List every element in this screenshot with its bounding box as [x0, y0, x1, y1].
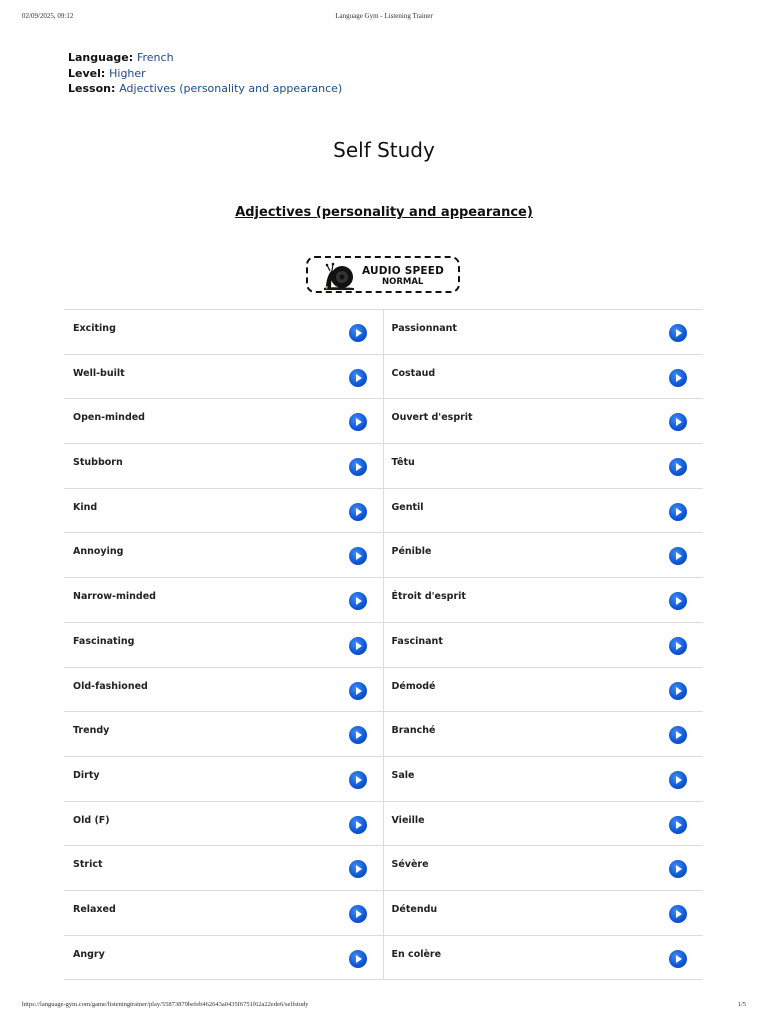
play-icon[interactable]: [349, 726, 367, 744]
english-cell: [64, 444, 384, 488]
play-icon[interactable]: [349, 592, 367, 610]
french-word: Costaud: [391, 367, 436, 379]
meta-language-value: French: [136, 51, 174, 64]
english-cell: [64, 757, 384, 801]
english-word: Well-built: [73, 367, 125, 379]
vocab-row: [64, 936, 703, 981]
vocab-row: [64, 578, 703, 623]
play-icon[interactable]: [349, 816, 367, 834]
print-datetime: 02/09/2025, 09:12: [22, 12, 74, 20]
play-icon[interactable]: [349, 547, 367, 565]
english-cell: [64, 891, 384, 935]
play-icon[interactable]: [349, 637, 367, 655]
play-icon[interactable]: [349, 860, 367, 878]
english-word: Fascinating: [73, 635, 135, 647]
audio-speed-label: AUDIO SPEED: [362, 265, 445, 277]
english-cell: [64, 623, 384, 667]
french-word: Branché: [391, 725, 436, 737]
english-cell: [64, 578, 384, 622]
french-cell: [384, 578, 704, 622]
play-icon[interactable]: [349, 324, 367, 342]
play-icon[interactable]: [349, 950, 367, 968]
print-page-number: 1/5: [737, 1001, 746, 1008]
french-cell: [384, 802, 704, 846]
english-cell: [64, 712, 384, 756]
vocab-row: [64, 444, 703, 489]
french-cell: [384, 712, 704, 756]
english-word: Trendy: [73, 725, 110, 737]
english-word: Narrow-minded: [73, 591, 156, 603]
french-cell: [384, 533, 704, 577]
english-word: Kind: [73, 501, 98, 513]
french-cell: [384, 757, 704, 801]
audio-speed-value: NORMAL: [382, 277, 424, 287]
french-word: Ouvert d'esprit: [391, 412, 473, 424]
meta-level: [68, 66, 342, 82]
vocab-row: [64, 533, 703, 578]
vocab-row: [64, 891, 703, 936]
english-word: Angry: [73, 948, 105, 960]
play-icon[interactable]: [349, 458, 367, 476]
french-word: Étroit d'esprit: [391, 591, 466, 603]
english-cell: [64, 399, 384, 443]
french-cell: [384, 355, 704, 399]
vocab-row: [64, 712, 703, 757]
meta-level-value: Higher: [109, 66, 146, 80]
vocab-row: [64, 802, 703, 847]
english-cell: [64, 846, 384, 890]
play-icon[interactable]: [349, 369, 367, 387]
english-cell: [64, 355, 384, 399]
english-word: Strict: [73, 859, 103, 871]
english-word: Old (F): [73, 814, 110, 826]
play-icon[interactable]: [669, 458, 687, 476]
play-icon[interactable]: [669, 547, 687, 565]
french-word: Têtu: [391, 457, 415, 469]
print-doc-title: Language Gym - Listening Trainer: [335, 12, 433, 20]
play-icon[interactable]: [669, 413, 687, 431]
play-icon[interactable]: [669, 592, 687, 610]
english-cell: [64, 936, 384, 980]
english-word: Exciting: [73, 323, 116, 334]
vocab-row: [64, 310, 703, 355]
print-url: https://language-gym.com/game/listeningtrainer/play/55873879befeb462643a0435f6751f62a22ede6/selfstudy: [22, 1001, 309, 1008]
french-cell: [384, 444, 704, 488]
french-word: Vieille: [391, 814, 425, 826]
play-icon[interactable]: [669, 950, 687, 968]
english-word: Old-fashioned: [73, 680, 148, 692]
french-word: Sale: [391, 769, 415, 781]
vocab-table: [64, 309, 703, 980]
meta-language-label: Language:: [68, 51, 134, 64]
page-title: Self Study: [333, 138, 435, 162]
french-cell: [384, 936, 704, 980]
french-cell: [384, 623, 704, 667]
play-icon[interactable]: [669, 682, 687, 700]
play-icon[interactable]: [349, 503, 367, 521]
french-word: Fascinant: [391, 635, 443, 647]
french-word: Gentil: [391, 501, 424, 513]
french-cell: [384, 891, 704, 935]
play-icon[interactable]: [669, 369, 687, 387]
english-cell: [64, 668, 384, 712]
play-icon[interactable]: [669, 726, 687, 744]
play-icon[interactable]: [669, 771, 687, 789]
meta-language: [68, 50, 342, 66]
play-icon[interactable]: [669, 503, 687, 521]
meta-lesson-value: Adjectives (personality and appearance): [119, 82, 343, 95]
play-icon[interactable]: [669, 816, 687, 834]
meta-lesson: [68, 81, 342, 97]
play-icon[interactable]: [349, 905, 367, 923]
meta-level-label: Level:: [68, 66, 106, 80]
french-word: En colère: [391, 948, 442, 960]
play-icon[interactable]: [669, 860, 687, 878]
lesson-meta: [68, 50, 342, 97]
english-word: Stubborn: [73, 457, 123, 469]
english-cell: [64, 310, 384, 354]
french-cell: [384, 489, 704, 533]
vocab-row: [64, 489, 703, 534]
print-footer: [0, 1001, 768, 1013]
play-icon[interactable]: [349, 413, 367, 431]
french-word: Sévère: [391, 859, 429, 871]
french-cell: [384, 310, 704, 354]
french-word: Pénible: [391, 546, 432, 558]
french-word: Démodé: [391, 680, 436, 692]
english-word: Relaxed: [73, 903, 116, 915]
french-cell: [384, 668, 704, 712]
vocab-row: [64, 623, 703, 668]
french-cell: [384, 399, 704, 443]
french-word: Passionnant: [391, 323, 457, 334]
vocab-row: [64, 355, 703, 400]
play-icon[interactable]: [349, 682, 367, 700]
english-cell: [64, 802, 384, 846]
english-cell: [64, 489, 384, 533]
audio-speed-button[interactable]: [306, 256, 460, 293]
lesson-heading: Adjectives (personality and appearance): [235, 205, 533, 220]
vocab-row: [64, 399, 703, 444]
english-cell: [64, 533, 384, 577]
print-header: [0, 12, 768, 24]
english-word: Dirty: [73, 769, 100, 781]
vocab-row: [64, 846, 703, 891]
play-icon[interactable]: [349, 771, 367, 789]
french-word: Détendu: [391, 903, 438, 915]
meta-lesson-label: Lesson:: [68, 82, 116, 95]
play-icon[interactable]: [669, 637, 687, 655]
vocab-row: [64, 757, 703, 802]
vocab-row: [64, 668, 703, 713]
english-word: Open-minded: [73, 412, 145, 424]
snail-icon: [322, 261, 356, 291]
play-icon[interactable]: [669, 324, 687, 342]
english-word: Annoying: [73, 546, 124, 558]
french-cell: [384, 846, 704, 890]
play-icon[interactable]: [669, 905, 687, 923]
